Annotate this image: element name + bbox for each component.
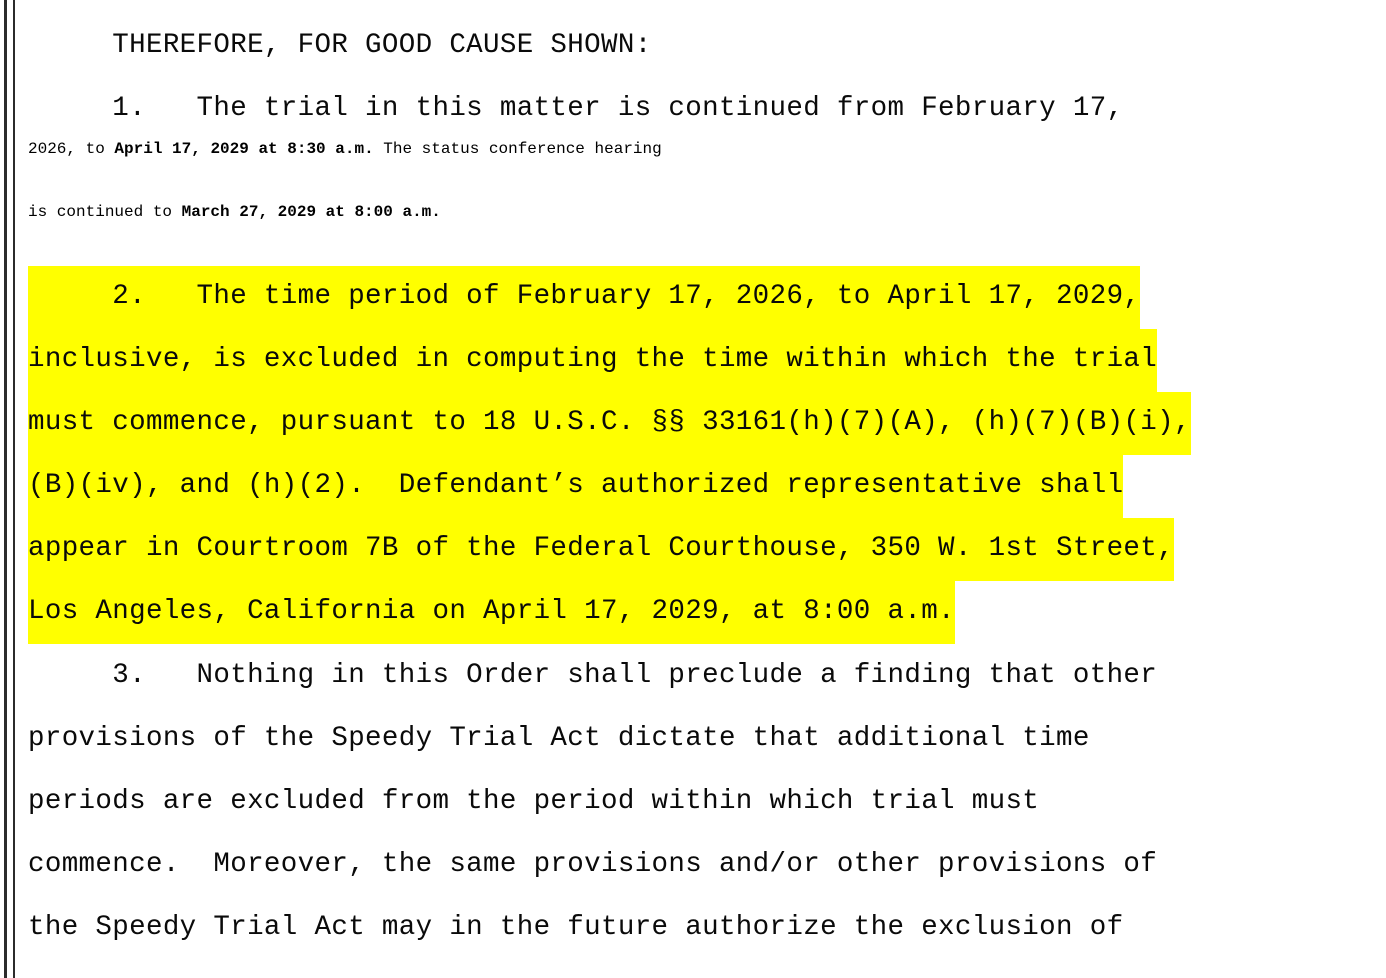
text-run: The status conference hearing — [373, 140, 662, 158]
text-run: 2026, to — [28, 140, 115, 158]
text-line-highlighted: inclusive, is excluded in computing the time within which the trial — [28, 329, 1157, 392]
text-line-highlighted: 2. The time period of February 17, 2026, to April 17, 2029, — [28, 266, 1140, 329]
margin-rule-outer — [4, 0, 7, 978]
text-line: THEREFORE, FOR GOOD CAUSE SHOWN: — [28, 30, 652, 61]
paragraph-3 — [28, 644, 1348, 959]
text-line: periods are excluded from the period within which trial must — [28, 786, 1040, 817]
text-line: the Speedy Trial Act may in the future authorize the exclusion of — [28, 912, 1124, 943]
text-line-highlighted: (B)(iv), and (h)(2). Defendant’s authorized representative shall — [28, 455, 1123, 518]
paragraph-therefore — [28, 14, 1348, 77]
paragraph-1 — [28, 77, 1348, 266]
text-line-wrap — [28, 392, 1348, 455]
text-line-highlighted: must commence, pursuant to 18 U.S.C. §§ 33161(h)(7)(A), (h)(7)(B)(i), — [28, 392, 1191, 455]
text-line-highlighted: Los Angeles, California on April 17, 2029, at 8:00 a.m. — [28, 581, 955, 644]
document-body — [28, 0, 1348, 959]
text-line-wrap — [28, 518, 1348, 581]
text-line-wrap — [28, 329, 1348, 392]
paragraph-2-highlighted — [28, 266, 1348, 644]
text-line-wrap — [28, 266, 1348, 329]
margin-rule-inner — [13, 0, 15, 978]
text-run: is continued to — [28, 203, 182, 221]
text-line — [28, 203, 1348, 266]
text-line-highlighted: appear in Courtroom 7B of the Federal Courthouse, 350 W. 1st Street, — [28, 518, 1174, 581]
text-line-wrap — [28, 581, 1348, 644]
text-line: 1. The trial in this matter is continued from February 17, — [28, 93, 1124, 124]
text-line: commence. Moreover, the same provisions and/or other provisions of — [28, 849, 1158, 880]
text-line — [28, 140, 1348, 203]
text-line: 3. Nothing in this Order shall preclude a finding that other — [28, 660, 1158, 691]
text-run-bold-status-date: March 27, 2029 at 8:00 a.m. — [181, 203, 441, 221]
text-run-bold-trial-date: April 17, 2029 at 8:30 a.m. — [114, 140, 374, 158]
text-line-wrap — [28, 455, 1348, 518]
text-line: provisions of the Speedy Trial Act dictate that additional time — [28, 723, 1090, 754]
